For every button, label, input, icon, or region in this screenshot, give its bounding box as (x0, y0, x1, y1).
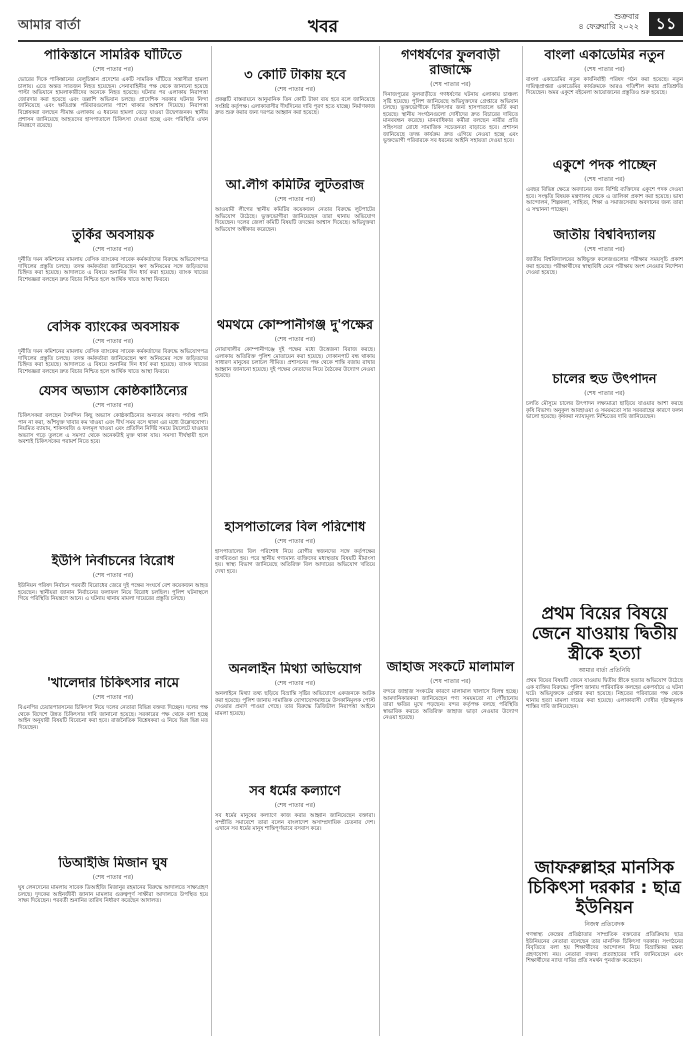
article-body: জাতীয় বিশ্ববিদ্যালয়ের অধিভুক্ত কলেজগুলোর পরীক্ষার সময়সূচি প্রকাশ করা হয়েছে। পরীক্ষার্থীদের স্বাস্থ্যবিধি মেনে পরীক্ষায় অংশ নেওয়ার নির্দেশনা দেওয়া হয়েছে। (526, 257, 683, 277)
article-body: নোয়াখালীর কোম্পানীগঞ্জে দুই পক্ষের মধ্যে উত্তেজনা বিরাজ করছে। এলাকায় অতিরিক্ত পুলিশ মোতায়েন করা হয়েছে। দোকানপাট বন্ধ থাকায় সাধারণ মানুষের চলাচল সীমিত। প্রশাসনের পক্ষ থেকে শান্তি বজায় রাখার আহ্বান জানানো হয়েছে। দুই পক্ষের নেতাদের নিয়ে বৈঠকের উদ্যোগ নেওয়া হয়েছে। (215, 347, 375, 380)
article (526, 158, 683, 226)
column-divider (379, 46, 380, 1036)
article (18, 856, 208, 1036)
article-byline: (শেষ পাতার পর) (584, 176, 625, 183)
article-headline: আ.লীগ কমিটির লুটতরাজ (225, 178, 365, 193)
article-byline: (শেষ পাতার পর) (430, 81, 471, 88)
article-byline: (শেষ পাতার পর) (274, 196, 316, 203)
article (215, 784, 375, 1036)
article-byline: (শেষ পাতার পর) (92, 338, 134, 345)
article-byline: নিজস্ব প্রতিবেদক (584, 921, 625, 928)
article-body: চলতি মৌসুমে চালের উৎপাদন লক্ষ্যমাত্রা ছাড়িয়ে যাওয়ার আশা করছে কৃষি বিভাগ। অনুকূল আবহাওয়া ও সময়মতো সার সরবরাহের কারণে ফলন ভালো হয়েছে। কৃষকরা ন্যায্যমূল্য নিশ্চিতের দাবি জানিয়েছেন। (526, 401, 683, 421)
article (18, 48, 208, 226)
article (526, 372, 683, 602)
article-byline: (শেষ পাতার পর) (92, 66, 134, 73)
article-headline: বাংলা একাডেমির নতুন (544, 48, 665, 63)
article-body: ইউনিয়ন পরিষদ নির্বাচন পরবর্তী বিরোধের জেরে দুই পক্ষের সংঘর্ষে বেশ কয়েকজন আহত হয়েছেন। স্থানীয়রা জানান নির্বাচনের ফলাফল নিয়ে বিরোধ চলছিল। পুলিশ ঘটনাস্থলে গিয়ে পরিস্থিতি নিয়ন্ত্রণে আনে। এ ঘটনায় থানায় মামলা দায়েরের প্রস্তুতি চলছে। (18, 583, 208, 603)
article-byline: (শেষ পাতার পর) (274, 86, 316, 93)
article-body: ঘুষ লেনদেনের মামলায় সাবেক ডিআইজি মিজানুর রহমানের বিরুদ্ধে আদালতে সাক্ষ্যগ্রহণ চলছে। দুদকের আইনজীবী জানান মামলার গুরুত্বপূর্ণ সাক্ষীরা আদালতে উপস্থিত হয়ে সাক্ষ্য দিয়েছেন। পরবর্তী শুনানির তারিখ নির্ধারণ করেছেন আদালত। (18, 885, 208, 905)
article-headline: থমথমে কোম্পানীগঞ্জ দু'পক্ষের (216, 318, 374, 333)
article (526, 604, 683, 856)
article-headline: চালের হুড উৎপাদন (552, 372, 657, 387)
article-byline: (শেষ পাতার পর) (584, 246, 625, 253)
article (18, 320, 208, 382)
article-headline: তুর্কির অবসায়ক (72, 228, 154, 243)
day-label: শুক্রবার (614, 12, 639, 21)
column-divider (522, 46, 523, 1036)
article-headline: ৩ কোটি টাকায় হবে (244, 68, 346, 83)
article-headline: জাহাজ সংকটে মালামাল (386, 660, 515, 675)
article-byline: আমার বার্তা প্রতিনিধি (578, 667, 631, 674)
section-title: খবর (308, 17, 338, 37)
article-byline: (শেষ পাতার পর) (274, 538, 316, 545)
article (215, 520, 375, 660)
article (18, 384, 208, 552)
article-byline: (শেষ পাতার পর) (92, 694, 134, 701)
article-headline: 'খালেদার চিকিৎসার নামে (47, 676, 179, 691)
article-headline: ইউপি নির্বাচনের বিরোধ (51, 554, 175, 569)
article (383, 660, 518, 1036)
article-byline: (শেষ পাতার পর) (92, 402, 134, 409)
article-body: চিকিৎসকরা বলছেন দৈনন্দিন কিছু অভ্যাস কোষ্ঠকাঠিন্যের অন্যতম কারণ। পর্যাপ্ত পানি পান না করা, আঁশযুক্ত খাবার কম খাওয়া এবং দীর্ঘ সময় বসে থাকা এর মধ্যে উল্লেখযোগ্য। নিয়মিত ব্যায়াম, শাকসবজি ও ফলমূল খাওয়া এবং প্রতিদিন নির্দিষ্ট সময়ে টয়লেটে যাওয়ার অভ্যাস গড়ে তুললে এ সমস্যা থেকে অনেকটাই মুক্ত থাকা যায়। সমস্যা দীর্ঘস্থায়ী হলে অবশ্যই চিকিৎসকের পরামর্শ নিতে হবে। (18, 413, 208, 446)
article-byline: (শেষ পাতার পর) (584, 66, 625, 73)
article-body: বিএনপির চেয়ারপারসনের চিকিৎসা নিয়ে দলের নেতারা বিভিন্ন বক্তব্য দিচ্ছেন। দলের পক্ষ থেকে বিদেশে উন্নত চিকিৎসার দাবি জানানো হয়েছে। সরকারের পক্ষ থেকে বলা হচ্ছে আইন অনুযায়ী বিষয়টি বিবেচনা করা হবে। রাজনৈতিক বিশ্লেষকরা এ নিয়ে ভিন্ন ভিন্ন মত দিয়েছেন। (18, 705, 208, 731)
article (215, 68, 375, 176)
article-body: ভোরের দিকে পাকিস্তানের বেলুচিস্তান প্রদেশের একটি সামরিক ঘাঁটিতে সন্ত্রাসীরা হামলা চালায়। এতে অন্তত সাতজন নিহত হয়েছেন। সেনাবাহিনীর পক্ষ থেকে জানানো হয়েছে পাল্টা অভিযানে হামলাকারীদের অনেকে নিহত হয়েছে। ঘটনার পর এলাকায় নিরাপত্তা জোরদার করা হয়েছে এবং তল্লাশি অভিযান চলছে। প্রাদেশিক সরকার ঘটনার নিন্দা জানিয়েছে এবং ক্ষতিগ্রস্ত পরিবারগুলোর পাশে থাকার আশ্বাস দিয়েছে। নিরাপত্তা বিশ্লেষকরা বলছেন সীমান্ত এলাকায় এ ধরনের হামলা বেড়ে যাওয়া উদ্বেগজনক। স্থানীয় প্রশাসন জানিয়েছে আহতদের হাসপাতালে চিকিৎসা দেওয়া হচ্ছে এবং পরিস্থিতি এখন নিয়ন্ত্রণে রয়েছে। (18, 77, 208, 130)
article-headline: হাসপাতালের বিল পরিশোধ (224, 520, 366, 535)
newspaper-logo: আমার বার্তা (18, 18, 81, 33)
article-body: এবছর বিভিন্ন ক্ষেত্রে অবদানের জন্য বিশিষ্ট ব্যক্তিদের একুশে পদক দেওয়া হবে। সংস্কৃতি বিষয়ক মন্ত্রণালয় থেকে এ তালিকা প্রকাশ করা হয়েছে। ভাষা আন্দোলন, শিল্পকলা, সাহিত্য, শিক্ষা ও সমাজসেবায় অবদানের জন্য তারা এ সম্মাননা পাচ্ছেন। (526, 187, 683, 213)
page-number: ১১ (649, 12, 683, 36)
article (18, 554, 208, 674)
article-byline: (শেষ পাতার পর) (274, 802, 316, 809)
article-body: দুর্নীতি দমন কমিশনের মামলায় বেসিক ব্যাংকের সাবেক কর্মকর্তাদের বিরুদ্ধে অভিযোগপত্র দাখিলের প্রস্তুতি চলছে। তদন্ত কর্মকর্তারা জানিয়েছেন ঋণ অনিয়মের সঙ্গে জড়িতদের চিহ্নিত করা হয়েছে। আদালতে এ বিষয়ে শুনানির দিন ধার্য করা হয়েছে। ব্যাংক খাতের বিশেষজ্ঞরা বলছেন দ্রুত বিচার নিশ্চিত হলে আর্থিক খাতে আস্থা ফিরবে। (18, 349, 208, 375)
article-headline: বেসিক ব্যাংকের অবসায়ক (46, 320, 180, 335)
article-byline: (শেষ পাতার পর) (274, 680, 316, 687)
article-headline: জাতীয় বিশ্ববিদ্যালয় (553, 228, 656, 243)
article-byline: (শেষ পাতার পর) (430, 678, 471, 685)
article-headline: গণধর্ষণের ফুলবাড়ী রাজাক্ষে (401, 48, 500, 78)
article-body: হাসপাতালের বিল পরিশোধ নিয়ে রোগীর স্বজনদের সঙ্গে কর্তৃপক্ষের বাগবিতণ্ডা হয়। পরে স্থানীয় গণ্যমান্য ব্যক্তিদের মধ্যস্থতায় বিষয়টি মীমাংসা হয়। স্বাস্থ্য বিভাগ জানিয়েছে অতিরিক্ত বিল আদায়ের অভিযোগ খতিয়ে দেখা হবে। (215, 549, 375, 575)
article-byline: (শেষ পাতার পর) (584, 390, 625, 397)
dateline (578, 12, 639, 32)
article-body: প্রকল্পটি বাস্তবায়নে আনুমানিক তিন কোটি টাকা ব্যয় হবে বলে জানিয়েছে সংশ্লিষ্ট কর্তৃপক্ষ। এলাকাবাসীর দীর্ঘদিনের দাবি পূরণ হতে যাচ্ছে। নির্মাণকাজ দ্রুত শুরু করার জন্য দরপত্র আহ্বান করা হয়েছে। (215, 97, 375, 117)
article (526, 858, 683, 1036)
article-byline: (শেষ পাতার পর) (92, 246, 134, 253)
article-headline: সব ধর্মের কল্যাণে (249, 784, 341, 799)
article-headline: ডিআইজি মিজান ঘুষ (58, 856, 168, 871)
article (18, 676, 208, 854)
article-body: প্রথম বিয়ের বিষয়টি জেনে যাওয়ায় দ্বিতীয় স্ত্রীকে হত্যার অভিযোগ উঠেছে এক ব্যক্তির বিরুদ্ধে। পুলিশ জানায় পারিবারিক কলহের একপর্যায়ে এ ঘটনা ঘটে। অভিযুক্তকে গ্রেপ্তার করা হয়েছে। নিহতের পরিবারের পক্ষ থেকে থানায় হত্যা মামলা দায়ের করা হয়েছে। এলাকাবাসী দোষীর দৃষ্টান্তমূলক শাস্তির দাবি জানিয়েছেন। (526, 678, 683, 711)
article (383, 48, 518, 658)
article (18, 228, 208, 318)
article-body: দুর্নীতি দমন কমিশনের মামলায় বেসিক ব্যাংকের সাবেক কর্মকর্তাদের বিরুদ্ধে অভিযোগপত্র দাখিলের প্রস্তুতি চলছে। তদন্ত কর্মকর্তারা জানিয়েছেন ঋণ অনিয়মের সঙ্গে জড়িতদের চিহ্নিত করা হয়েছে। আদালতে এ বিষয়ে শুনানির দিন ধার্য করা হয়েছে। ব্যাংক খাতের বিশেষজ্ঞরা বলছেন দ্রুত বিচার নিশ্চিত হলে আর্থিক খাতে আস্থা ফিরবে। (18, 257, 208, 283)
article-headline: জাফরুল্লাহর মানসিক চিকিৎসা দরকার : ছাত্র ইউনিয়ন (528, 858, 681, 918)
article-headline: যেসব অভ্যাস কোষ্ঠকাঠিন্যের (38, 384, 188, 399)
article (215, 662, 375, 782)
article (215, 178, 375, 316)
article-headline: অনলাইন মিথ্যা অভিযোগ (228, 662, 362, 677)
article-body: বাংলা একাডেমির নতুন কার্যনির্বাহী পরিষদ গঠন করা হয়েছে। নতুন দায়িত্বপ্রাপ্তরা একাডেমির কার্যক্রমকে আরও গতিশীল করার প্রতিশ্রুতি দিয়েছেন। অমর একুশে বইমেলা আয়োজনের প্রস্তুতিও শুরু হয়েছে। (526, 77, 683, 97)
article-headline: পাকিস্তানে সামরিক ঘাঁটিতে (44, 48, 182, 63)
article-body: আওয়ামী লীগের স্থানীয় কমিটির কয়েকজন নেতার বিরুদ্ধে লুটপাটের অভিযোগ উঠেছে। ভুক্তভোগীরা জানিয়েছেন তারা থানায় অভিযোগ দিয়েছেন। দলের জেলা কমিটি বিষয়টি তদন্তের আশ্বাস দিয়েছে। অভিযুক্তরা অভিযোগ অস্বীকার করেছেন। (215, 207, 375, 233)
article (526, 228, 683, 370)
article-headline: একুশে পদক পাচ্ছেন (552, 158, 657, 173)
article (215, 318, 375, 518)
article-body: গণস্বাস্থ্য কেন্দ্রের প্রতিষ্ঠাতার সাম্প্রতিক বক্তব্যের প্রতিক্রিয়ায় ছাত্র ইউনিয়নের নেতারা বলেছেন তার মানসিক চিকিৎসা দরকার। সংগঠনের বিবৃতিতে বলা হয় শিক্ষার্থীদের আন্দোলন নিয়ে বিভ্রান্তিকর মন্তব্য গ্রহণযোগ্য নয়। নেতারা বক্তব্য প্রত্যাহারের দাবি জানিয়েছেন এবং শিক্ষার্থীদের ন্যায্য দাবির প্রতি সমর্থন পুনর্ব্যক্ত করেছেন। (526, 932, 683, 965)
article-byline: (শেষ পাতার পর) (92, 874, 134, 881)
article-byline: (শেষ পাতার পর) (274, 336, 316, 343)
article-headline: প্রথম বিয়ের বিষয়ে জেনে যাওয়ায় দ্বিতীয় স্ত্রীকে হত্যা (531, 604, 678, 664)
article-body: দিনাজপুরের ফুলবাড়ীতে গণধর্ষণের ঘটনায় এলাকায় চাঞ্চল্য সৃষ্টি হয়েছে। পুলিশ জানিয়েছে অভিযুক্তদের গ্রেপ্তারে অভিযান চলছে। ভুক্তভোগীকে চিকিৎসার জন্য হাসপাতালে ভর্তি করা হয়েছে। স্থানীয় সংগঠনগুলো দোষীদের দ্রুত বিচারের দাবিতে মানববন্ধন করেছে। মানবাধিকার কর্মীরা বলছেন নারীর প্রতি সহিংসতা রোধে সামাজিক সচেতনতা বাড়াতে হবে। প্রশাসন জানিয়েছে তদন্ত কার্যক্রম দ্রুত এগিয়ে নেওয়া হচ্ছে এবং ভুক্তভোগী পরিবারকে সব ধরনের আইনি সহায়তা দেওয়া হবে। (383, 92, 518, 145)
article-body: বন্দরে জাহাজ সংকটের কারণে মালামাল খালাসে বিলম্ব হচ্ছে। আমদানিকারকরা জানিয়েছেন পণ্য সময়মতো না পৌঁছানোয় তারা ক্ষতির মুখে পড়ছেন। বন্দর কর্তৃপক্ষ বলছে পরিস্থিতি স্বাভাবিক করতে অতিরিক্ত জাহাজ ভাড়া নেওয়ার উদ্যোগ নেওয়া হয়েছে। (383, 689, 518, 722)
column-divider (211, 46, 212, 1036)
date-label: ৪ ফেব্রুয়ারি ২০২২ (578, 22, 639, 31)
article-body: অনলাইনে মিথ্যা তথ্য ছড়িয়ে বিভ্রান্তি সৃষ্টির অভিযোগে একজনকে আটক করা হয়েছে। পুলিশ জানায় সামাজিক যোগাযোগমাধ্যমে উসকানিমূলক পোস্ট দেওয়ার প্রমাণ পাওয়া গেছে। তার বিরুদ্ধে ডিজিটাল নিরাপত্তা আইনে মামলা হয়েছে। (215, 691, 375, 717)
article-byline: (শেষ পাতার পর) (92, 572, 134, 579)
article-body: সব ধর্মের মানুষের কল্যাণে কাজ করার আহ্বান জানিয়েছেন বক্তারা। সম্প্রীতি সমাবেশে তারা বলেন বাংলাদেশ অসাম্প্রদায়িক চেতনার দেশ। এখানে সব ধর্মের মানুষ শান্তিপূর্ণভাবে বসবাস করে। (215, 813, 375, 833)
masthead (18, 10, 683, 42)
article (526, 48, 683, 156)
